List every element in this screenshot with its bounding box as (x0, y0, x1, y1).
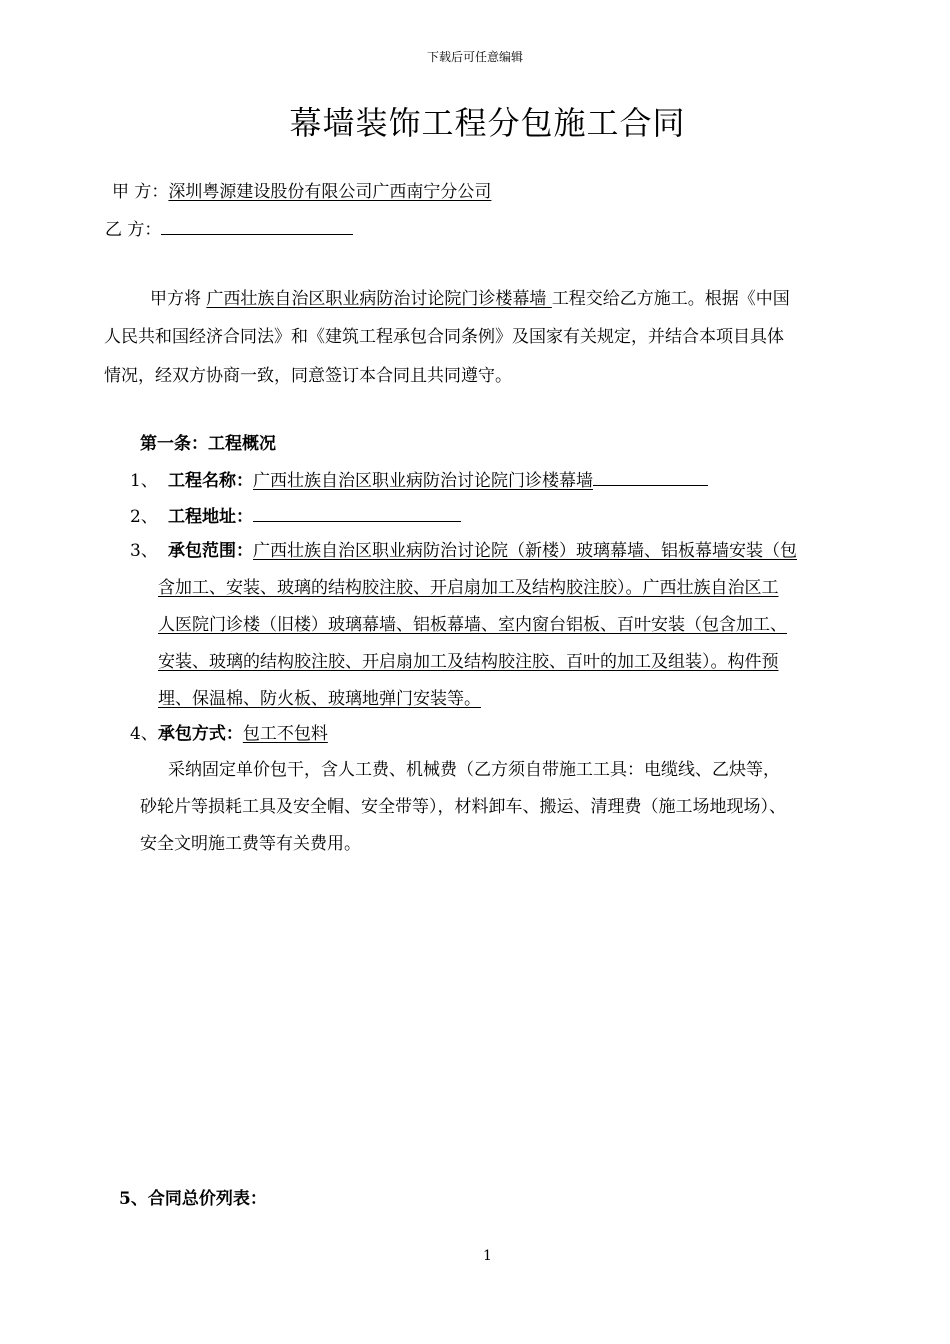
item3-label: 承包范围： (168, 541, 253, 561)
item4-desc-1: 采纳固定单价包干，含人工费、机械费（乙方须自带施工工具：电缆线、乙炔等， (168, 760, 780, 780)
item1-blank (593, 467, 708, 486)
item1-value: 广西壮族自治区职业病防治讨论院门诊楼幕墙 (253, 471, 593, 491)
item2-blank (253, 503, 461, 522)
item1-label: 工程名称： (168, 471, 253, 491)
party-a-value: 深圳粤源建设股份有限公司广西南宁分公司 (168, 182, 492, 202)
item3-line-1 (130, 539, 797, 563)
intro-project-name: 广西壮族自治区职业病防治讨论院门诊楼幕墙 (206, 289, 552, 309)
document-title: 幕墙装饰工程分包施工合同 (289, 104, 686, 142)
party-a-line (112, 180, 491, 204)
item4-number: 4、 (130, 724, 158, 744)
item1-line (130, 467, 708, 493)
intro-line-1 (150, 287, 790, 311)
item3-line-4: 安装、玻璃的结构胶注胶、开启扇加工及结构胶注胶、百叶的加工及组装）。构件预 (158, 652, 779, 672)
item4-desc-3: 安全文明施工费等有关费用。 (140, 834, 361, 854)
party-b-line (105, 216, 353, 242)
item5-line (119, 1187, 267, 1211)
item3-scope-1: 广西壮族自治区职业病防治讨论院（新楼）玻璃幕墙、铝板幕墙安装（包 (253, 541, 797, 561)
item5-label: 合同总价列表： (147, 1189, 267, 1209)
page-number: 1 (483, 1248, 492, 1264)
item4-label: 承包方式： (157, 724, 243, 744)
intro-pre: 甲方将 (150, 289, 207, 309)
intro-line-2: 人民共和国经济合同法》和《建筑工程承包合同条例》及国家有关规定，并结合本项目具体 (104, 327, 784, 347)
intro-post: 工程交给乙方施工。根据《中国 (551, 289, 790, 309)
item3-line-2: 含加工、安装、玻璃的结构胶注胶、开启扇加工及结构胶注胶）。广西壮族自治区工 (158, 578, 779, 598)
item1-number: 1、 (130, 471, 158, 491)
item3-line-3: 人医院门诊楼（旧楼）玻璃幕墙、铝板幕墙、室内窗台铝板、百叶安装（包含加工、 (158, 615, 787, 635)
item2-label: 工程地址： (168, 507, 253, 527)
item4-desc-2: 砂轮片等损耗工具及安全帽、安全带等），材料卸车、搬运、清理费（施工场地现场）、 (140, 797, 786, 817)
item3-number: 3、 (130, 541, 158, 561)
article1-heading: 第一条：工程概况 (140, 434, 276, 454)
item4-line (130, 722, 328, 746)
item3-line-5: 埋、保温棉、防火板、玻璃地弹门安装等。 (158, 689, 481, 709)
item4-value: 包工不包料 (242, 724, 328, 744)
header-note: 下载后可任意编辑 (426, 50, 523, 64)
party-b-label: 乙 方： (105, 220, 162, 240)
intro-line-3: 情况，经双方协商一致，同意签订本合同且共同遵守。 (104, 366, 512, 386)
party-a-label: 甲 方： (112, 182, 169, 202)
party-b-blank (161, 216, 353, 235)
item2-number: 2、 (130, 507, 158, 527)
item5-number: 5、 (119, 1189, 148, 1209)
item2-line (130, 503, 461, 529)
